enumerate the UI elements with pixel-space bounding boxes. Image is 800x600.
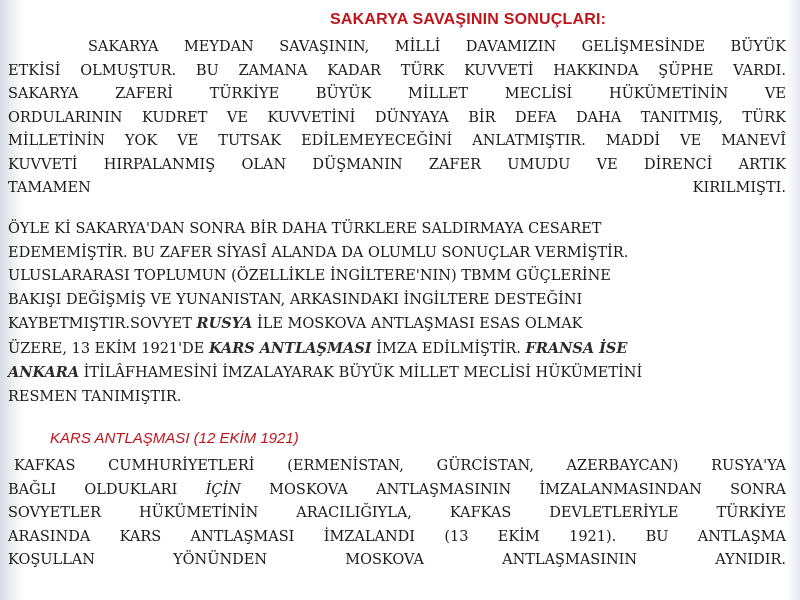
paragraph-line: KUVVETİ HIRPALANMIŞ OLAN DÜŞMANIN ZAFER UMUDU VE DİRENCİ ARTIK bbox=[8, 156, 786, 173]
paragraph-line: SOVYETLER HÜKÜMETİNİN ARACILIĞIYLA, KAFKAS DEVLETLERİYLE TÜRKİYE bbox=[8, 505, 786, 521]
paragraph-line: SAKARYA ZAFERİ TÜRKİYE BÜYÜK MİLLET MECLİSİ HÜKÜMETİNİN VE bbox=[8, 86, 786, 102]
paragraph-line: MİLLETİNİN YOK VE TUTSAK EDİLEMEYECEĞİNİ ANLATMIŞTIR. MADDİ VE MANEVÎ bbox=[8, 133, 786, 149]
highlight-fransa-ise: FRANSA İSE bbox=[525, 339, 628, 357]
paragraph-line: RESMEN TANIMIŞTIR. bbox=[8, 388, 182, 405]
paragraph-line: ORDULARININ KUDRET VE KUVVETİNİ DÜNYAYA BİR DEFA DAHA TANITMIŞ, TÜRK bbox=[8, 109, 786, 126]
highlight-ankara: ANKARA bbox=[8, 364, 80, 381]
paragraph-political-results bbox=[8, 218, 786, 409]
highlight-rusya: RUSYA bbox=[196, 315, 253, 332]
paragraph-line: KAYBETMIŞTIR.SOVYET RUSYA İLE MOSKOVA ANTLAŞMASI ESAS OLMAK bbox=[8, 315, 583, 332]
paragraph-sakarya-results bbox=[8, 36, 786, 201]
paragraph-line: ÜZERE, 13 EKİM 1921'DE KARS ANTLAŞMASI İMZA EDİLMİŞTİR. FRANSA İSE bbox=[8, 339, 628, 357]
paragraph-kars-treaty bbox=[8, 455, 786, 573]
paragraph-line: BAĞLI OLDUKLARI İÇİN MOSKOVA ANTLAŞMASININ İMZALANMASINDAN SONRA bbox=[8, 481, 786, 498]
paragraph-line: KAFKAS CUMHURİYETLERİ (ERMENİSTAN, GÜRCİSTAN, AZERBAYCAN) RUSYA'YA bbox=[14, 458, 786, 474]
paragraph-line: TAMAMEN KIRILMIŞTI. bbox=[8, 180, 786, 196]
paragraph-line: ÖYLE Kİ SAKARYA'DAN SONRA BİR DAHA TÜRKLERE SALDIRMAYA CESARET bbox=[8, 221, 602, 237]
paragraph-line: ANKARA İTİLÂFHAMESİNİ İMZALAYARAK BÜYÜK MİLLET MECLİSİ HÜKÜMETİNİ bbox=[8, 364, 643, 381]
paragraph-line: ULUSLARARASI TOPLUMUN (ÖZELLİKLE İNGİLTERE'NIN) TBMM GÜÇLERİNE bbox=[8, 268, 611, 284]
italic-icin: İÇİN bbox=[205, 481, 241, 498]
highlight-kars-antlasmasi: KARS ANTLAŞMASI bbox=[208, 339, 372, 357]
right-edge-shadow bbox=[786, 0, 800, 600]
slide-title: SAKARYA SAVAŞININ SONUÇLARI: bbox=[330, 11, 607, 28]
section-heading-kars: KARS ANTLAŞMASI (12 EKİM 1921) bbox=[50, 430, 299, 447]
paragraph-line: ETKİSİ OLMUŞTUR. BU ZAMANA KADAR TÜRK KUVVETİ HAKKINDA ŞÜPHE VARDI. bbox=[8, 62, 786, 79]
paragraph-line: KOŞULLAN YÖNÜNDEN MOSKOVA ANTLAŞMASININ AYNIDIR. bbox=[8, 552, 786, 568]
paragraph-line: SAKARYA MEYDAN SAVAŞININ, MİLLİ DAVAMIZIN GELİŞMESİNDE BÜYÜK bbox=[88, 39, 786, 55]
paragraph-line: BAKIŞI DEĞİŞMİŞ VE YUNANISTAN, ARKASINDAKI İNGİLTERE DESTEĞİNI bbox=[8, 291, 583, 308]
paragraph-line: ARASINDA KARS ANTLAŞMASI İMZALANDI (13 EKİM 1921). BU ANTLAŞMA bbox=[8, 528, 786, 545]
paragraph-line: EDEMEMİŞTİR. BU ZAFER SİYASÎ ALANDA DA OLUMLU SONUÇLAR VERMİŞTİR. bbox=[8, 244, 629, 261]
